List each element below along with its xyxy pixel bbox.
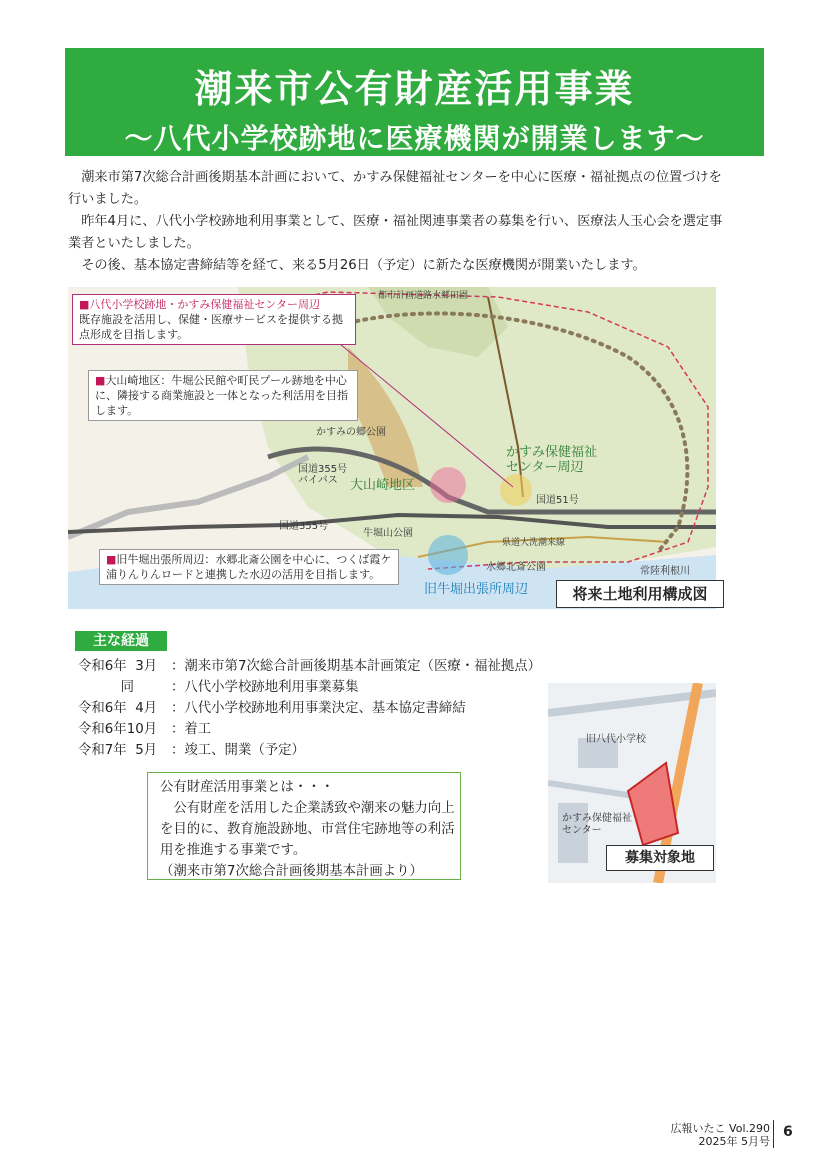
intro-text [68, 167, 728, 277]
callout-body: 牛堀公民館や町民プール跡地を中心に、隣接する商業施設と一体となった利活用を目指します。 [95, 374, 348, 417]
history-row [78, 740, 541, 761]
page-number: 6 [783, 1124, 793, 1140]
site-label-school: 旧八代小学校 [586, 734, 646, 745]
definition-title: 公有財産活用事業とは・・・ [160, 780, 335, 795]
page-title: 潮来市公有財産活用事業 [194, 67, 635, 111]
intro-paragraph: 潮来市第7次総合計画後期基本計画において、かすみ保健福祉センターを中心に医療・福祉拠点の位置づけを行いました。 [68, 170, 722, 207]
map-label-ushibori: 旧牛堀出張所周辺 [424, 582, 529, 597]
callout-oyamazaki [88, 370, 358, 421]
intro-paragraph: その後、基本協定書締結等を経て、来る5月26日（予定）に新たな医療機関が開業いたします。 [81, 258, 646, 273]
map-label-ushiyama-park: 牛堀山公園 [363, 528, 413, 539]
map-label-route355: 国道355号 [279, 521, 329, 532]
page-footer [650, 1122, 770, 1148]
history-text: ：竣工、開業（予定） [171, 743, 305, 758]
history-text: ：着工 [171, 722, 212, 737]
site-caption: 募集対象地 [606, 845, 714, 871]
definition-source: （潮来市第7次総合計画後期基本計画より） [160, 864, 423, 879]
site-label-center: かすみ保健福祉センター [562, 813, 632, 836]
callout-body: 水郷北斎公園を中心に、つくば霞ケ浦りんりんロードと連携した水辺の活用を目指します。 [106, 553, 392, 581]
history-date: 令和6年10月 [78, 722, 158, 737]
magazine-name: 広報いたこ Vol.290 [670, 1122, 770, 1135]
page-subtitle: 〜八代小学校跡地に医療機関が開業します〜 [124, 122, 705, 155]
history-text: ：八代小学校跡地利用事業募集 [171, 680, 359, 695]
history-title: 主な経過 [75, 631, 167, 651]
issue-date: 2025年 5月号 [698, 1135, 770, 1148]
history-row [78, 677, 541, 698]
map-label-center: かすみ保健福祉センター周辺 [506, 445, 598, 475]
history-row [78, 698, 541, 719]
map-label-hokusai-park: 水郷北斎公園 [486, 562, 546, 573]
history-text: ：潮来市第7次総合計画後期基本計画策定（医療・福祉拠点） [171, 659, 542, 674]
history-date: 令和6年 4月 [78, 701, 158, 716]
history-row [78, 656, 541, 677]
history-date: 令和6年 3月 [78, 659, 158, 674]
definition-body: 公有財産を活用した企業誘致や潮来の魅力向上を目的に、教育施設跡地、市営住宅跡地等の利活用を推進する事業です。 [160, 801, 455, 858]
callout-heading: 八代小学校跡地・かすみ保健福祉センター周辺 [89, 298, 320, 311]
map-caption: 将来土地利用構成図 [556, 580, 724, 608]
map-label-oyamazaki: 大山崎地区 [350, 478, 416, 493]
history-date: 令和7年 5月 [78, 743, 158, 758]
page-header [65, 48, 764, 156]
callout-heading: 大山崎地区： [105, 374, 172, 387]
map-label-route355bp: 国道355号バイパス [298, 464, 348, 486]
footer-divider [773, 1120, 774, 1148]
site-map [548, 683, 716, 883]
history-text: ：八代小学校跡地利用事業決定、基本協定書締結 [171, 701, 466, 716]
history-date: 同 [78, 680, 134, 695]
intro-paragraph: 昨年4月に、八代小学校跡地利用事業として、医療・福祉関連事業者の募集を行い、医療法人玉心会を選定事業者といたしました。 [68, 214, 723, 251]
definition-box [147, 772, 461, 880]
callout-heading: 旧牛堀出張所周辺： [116, 553, 216, 566]
map-label-pref-road: 県道大洗潮来線 [502, 538, 566, 548]
callout-ushibori [99, 549, 399, 585]
map-label-planned-road: 都市計画道路水郷田園 [378, 291, 469, 301]
history-list [78, 656, 541, 761]
callout-body: 既存施設を活用し、保健・医療サービスを提供する拠点形成を目指します。 [79, 313, 343, 341]
callout-yashiro [72, 294, 356, 345]
callout-mark: ■ [106, 553, 117, 566]
map-label-route51: 国道51号 [536, 495, 579, 506]
map-label-kasumi-park: かすみの郷公園 [316, 427, 386, 438]
history-row [78, 719, 541, 740]
callout-mark: ■ [95, 374, 106, 387]
map-label-hitachitone: 常陸利根川 [640, 566, 690, 577]
callout-mark: ■ [79, 298, 90, 311]
